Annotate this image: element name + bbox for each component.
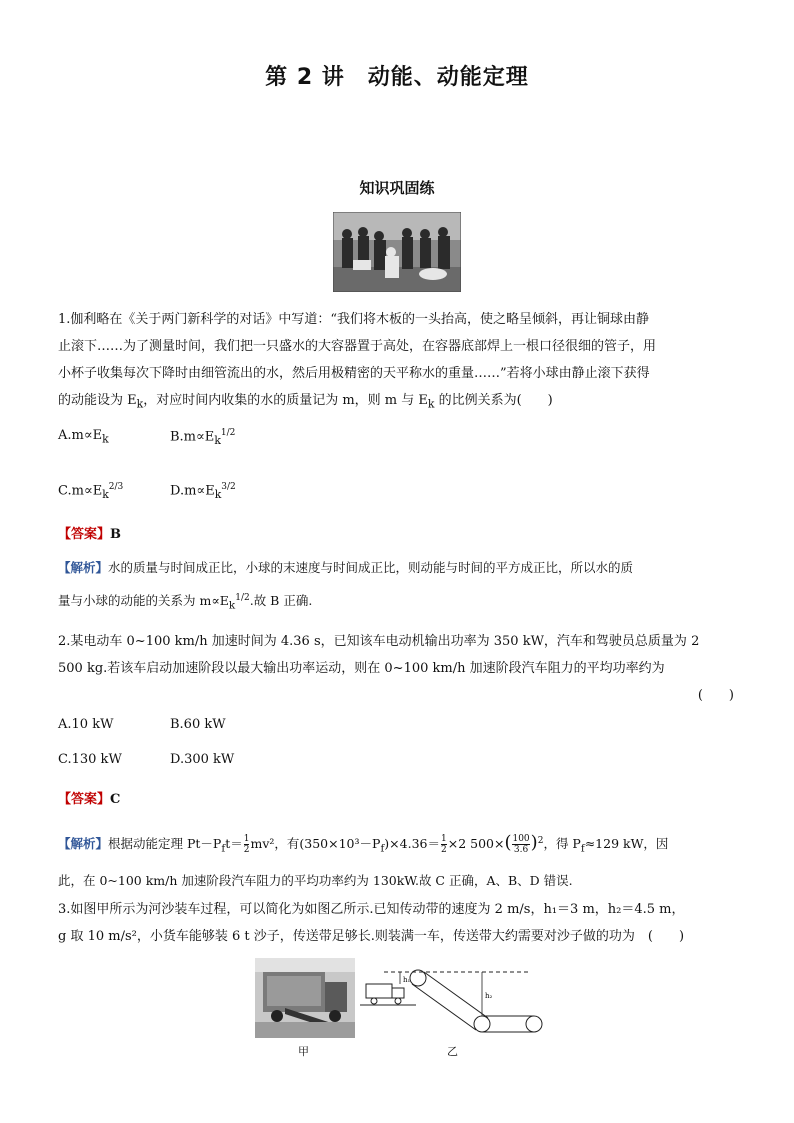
analysis-tag: 【解析】: [58, 560, 109, 575]
analysis-text: )×4.36＝: [384, 836, 440, 852]
analysis-text: 量与小球的动能的关系为 m∝E: [58, 593, 229, 609]
section-heading: 知识巩固练: [359, 179, 435, 197]
exponent: 1/2: [235, 593, 250, 603]
q1-line-3: 小杯子收集每次下降时由细管流出的水，然后用极精密的天平称水的重量……”若将小球由静止滚下获得: [58, 366, 650, 381]
analysis-text: mv²，有(350×10³－P: [250, 836, 381, 852]
q1-answer: [58, 523, 121, 542]
answer-tag: 【答案】: [58, 527, 111, 542]
subscript-k: k: [214, 433, 221, 447]
subscript-k: k: [214, 487, 222, 501]
figure-label-jia: 甲: [298, 1045, 309, 1058]
fraction-denominator: 2: [243, 845, 250, 856]
answer-value: B: [110, 527, 122, 542]
q1-analysis-line-1: [58, 552, 734, 583]
q1-option-a: [58, 428, 109, 446]
analysis-text: 水的质量与时间成正比，小球的末速度与时间成正比，则动能与时间的平方成正比，所以水的质: [108, 560, 634, 575]
q1-line-4: [58, 387, 734, 418]
q2-option-a: A.10 kW: [58, 717, 114, 732]
q2-option-d: D.300 kW: [170, 752, 235, 767]
fraction-numerator: 100: [512, 834, 530, 845]
option-c-text: C.m∝E: [58, 483, 103, 499]
option-b-text: B.m∝E: [170, 429, 215, 445]
q1-line-4b: ，对应时间内收集的水的质量记为 m，则 m 与 E: [143, 393, 428, 408]
fraction-denominator: 2: [440, 845, 447, 856]
exponent: 1/2: [220, 428, 236, 438]
analysis-text: ×2 500×: [447, 836, 505, 852]
subscript-k: k: [228, 599, 236, 612]
subscript-k: k: [102, 432, 109, 446]
analysis-text: ，得 P: [543, 836, 581, 852]
conveyor-schematic-diagram: [360, 962, 550, 1040]
q1-line-4c: 的比例关系为( ): [434, 393, 553, 408]
fraction-half: [441, 834, 447, 855]
page-title: 第 2 讲 动能、动能定理: [265, 65, 529, 90]
fraction-half: [244, 834, 250, 855]
subscript-k: k: [427, 397, 435, 411]
analysis-text: 根据动能定理 Pt－P: [108, 836, 222, 852]
q3-line-1: 3.如图甲所示为河沙装车过程，可以简化为如图乙所示.已知传动带的速度为 2 m/s，h₁＝3 m，h₂＝4.5 m，: [58, 902, 685, 917]
q3-line-2: g 取 10 m/s²，小货车能够装 6 t 沙子，传送带足够长.则装满一车，传送带大约需要对沙子做的功为 ( ): [58, 929, 685, 944]
q1-line-2: 止滚下……为了测量时间，我们把一只盛水的大容器置于高处，在容器底部焊上一根口径很细的管子，用: [58, 339, 657, 354]
q2-analysis: [58, 826, 734, 896]
q1-line-1: 1.伽利略在《关于两门新科学的对话》中写道：“我们将木板的一头抬高，使之略呈倾斜，再让铜球由静: [58, 312, 650, 327]
answer-tag: 【答案】: [58, 792, 111, 807]
q2-option-b: B.60 kW: [170, 717, 226, 732]
q2-line-2: 500 kg.若该车启动加速阶段以最大输出功率运动，则在 0~100 km/h 加速阶段汽车阻力的平均功率约为: [58, 661, 665, 676]
q2-line-1: 2.某电动车 0~100 km/h 加速时间为 4.36 s，已知该车电动机输出功率为 350 kW，汽车和驾驶员总质量为 2: [58, 634, 700, 649]
analysis-text: ≈129 kW，因: [584, 836, 669, 852]
q1-line-4a: 的动能设为 E: [58, 393, 137, 408]
q1-option-c: [58, 482, 123, 501]
exponent: 2/3: [108, 482, 124, 492]
subscript-k: k: [102, 487, 109, 501]
question-3-stem: [58, 896, 734, 950]
exponent: 3/2: [221, 482, 236, 492]
fraction-speed: [512, 834, 529, 855]
analysis-tag: 【解析】: [58, 836, 109, 852]
truck-loading-photo: [255, 958, 355, 1038]
q2-answer: [58, 788, 120, 807]
option-d-text: D.m∝E: [170, 483, 215, 499]
q1-option-b: [170, 428, 235, 447]
q2-option-c: C.130 kW: [58, 752, 122, 767]
q1-option-d: [170, 482, 236, 501]
q2-analysis-line-2: 此，在 0~100 km/h 加速阶段汽车阻力的平均功率约为 130kW.故 C 正确，A、B、D 错误.: [58, 872, 573, 888]
subscript-k: k: [136, 397, 144, 411]
question-2-stem: [58, 628, 734, 709]
galileo-painting-image: [333, 212, 461, 292]
fraction-numerator: 1: [440, 834, 447, 845]
question-1-stem: [58, 306, 734, 418]
label-h1: h₁: [403, 976, 411, 984]
figure-label-yi: 乙: [447, 1045, 458, 1058]
q2-bracket: ( ): [697, 688, 734, 703]
analysis-text: t＝: [225, 836, 243, 852]
q2-analysis-line-1: 【解析】根据动能定理 $Pt-P_ft=$ $\frac{1}{2}$ mv²，有$(350\times 10^3-P_f)\times 4.36=$ $\frac{1}{2}$ ×2 500×( $\frac{100}{3.6}$ )$^2$，得 $P_f\approx 129$ kW，因: [58, 832, 669, 856]
answer-value: C: [110, 792, 121, 807]
q1-analysis: [58, 552, 734, 622]
option-a-text: A.m∝E: [58, 428, 103, 443]
analysis-text: .故 B 正确.: [249, 593, 313, 609]
label-h2: h₂: [485, 992, 493, 1000]
q1-analysis-line-2: [58, 583, 734, 622]
fraction-numerator: 1: [243, 834, 250, 845]
fraction-denominator: 3.6: [513, 845, 529, 856]
